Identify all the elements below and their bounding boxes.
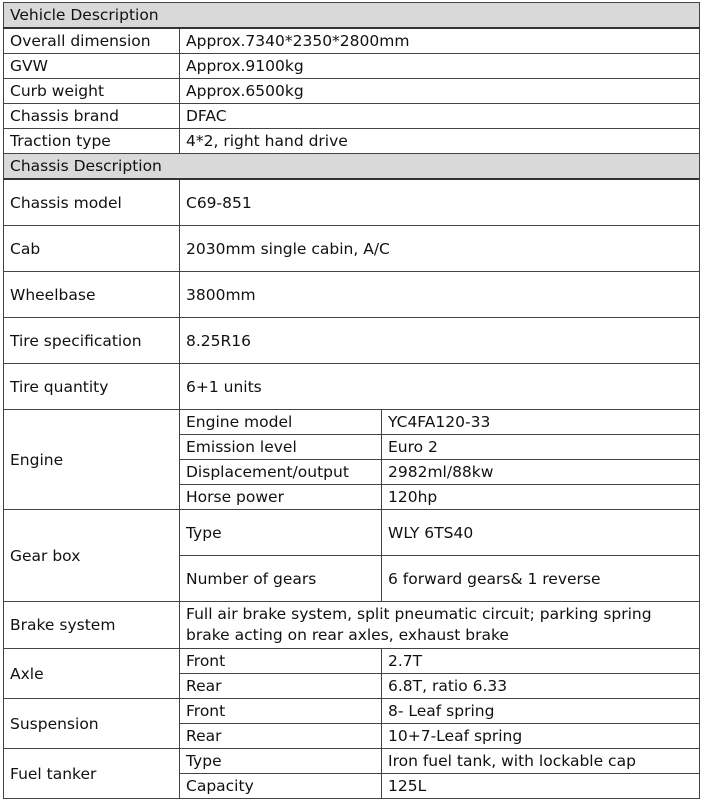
sub-value: Euro 2 (382, 435, 700, 460)
sub-label: Engine model (180, 410, 382, 435)
table-row (4, 699, 700, 724)
sub-value: YC4FA120-33 (382, 410, 700, 435)
sub-value: Iron fuel tank, with lockable cap (382, 749, 700, 774)
table-row (4, 54, 700, 79)
table-row (4, 602, 700, 649)
row-label: Tire quantity (4, 364, 180, 410)
row-label: Cab (4, 226, 180, 272)
row-value: Approx.7340*2350*2800mm (180, 28, 700, 54)
sub-value: 2982ml/88kw (382, 460, 700, 485)
section-title-vehicle: Vehicle Description (4, 3, 700, 29)
sub-value: WLY 6TS40 (382, 510, 700, 556)
group-label-fuel-tanker: Fuel tanker (4, 749, 180, 799)
row-label: Overall dimension (4, 28, 180, 54)
sub-value: 10+7-Leaf spring (382, 724, 700, 749)
sub-value: 6.8T, ratio 6.33 (382, 674, 700, 699)
table-row (4, 318, 700, 364)
sub-value: 8- Leaf spring (382, 699, 700, 724)
row-value: 8.25R16 (180, 318, 700, 364)
sub-label: Type (180, 749, 382, 774)
table-row (4, 272, 700, 318)
sub-label: Front (180, 699, 382, 724)
section-title-chassis: Chassis Description (4, 154, 700, 180)
table-row (4, 28, 700, 54)
sub-value: 6 forward gears& 1 reverse (382, 556, 700, 602)
sub-value: 120hp (382, 485, 700, 510)
sub-value: 2.7T (382, 649, 700, 674)
spec-table (3, 2, 700, 799)
table-row (4, 364, 700, 410)
row-value: Full air brake system, split pneumatic circuit; parking spring brake acting on rear axles, exhaust brake (180, 602, 700, 649)
row-value: C69-851 (180, 179, 700, 226)
sub-value: 125L (382, 774, 700, 799)
table-row (4, 104, 700, 129)
row-value: Approx.9100kg (180, 54, 700, 79)
table-row (4, 649, 700, 674)
row-label: GVW (4, 54, 180, 79)
row-label: Wheelbase (4, 272, 180, 318)
sub-label: Type (180, 510, 382, 556)
sub-label: Rear (180, 724, 382, 749)
table-row (4, 129, 700, 154)
table-row (4, 179, 700, 226)
group-label-axle: Axle (4, 649, 180, 699)
row-value: Approx.6500kg (180, 79, 700, 104)
table-row (4, 410, 700, 435)
table-row (4, 749, 700, 774)
sub-label: Emission level (180, 435, 382, 460)
sub-label: Rear (180, 674, 382, 699)
table-row (4, 79, 700, 104)
sub-label: Horse power (180, 485, 382, 510)
row-value: 2030mm single cabin, A/C (180, 226, 700, 272)
section-header-row (4, 3, 700, 29)
row-label: Curb weight (4, 79, 180, 104)
group-label-engine: Engine (4, 410, 180, 510)
sub-label: Number of gears (180, 556, 382, 602)
table-row (4, 510, 700, 556)
sub-label: Capacity (180, 774, 382, 799)
row-value: DFAC (180, 104, 700, 129)
row-label: Chassis brand (4, 104, 180, 129)
row-label: Brake system (4, 602, 180, 649)
group-label-gearbox: Gear box (4, 510, 180, 602)
row-label: Tire specification (4, 318, 180, 364)
table-row (4, 226, 700, 272)
row-value: 6+1 units (180, 364, 700, 410)
section-header-row (4, 154, 700, 180)
sub-label: Front (180, 649, 382, 674)
row-label: Traction type (4, 129, 180, 154)
row-label: Chassis model (4, 179, 180, 226)
row-value: 3800mm (180, 272, 700, 318)
row-value: 4*2, right hand drive (180, 129, 700, 154)
group-label-suspension: Suspension (4, 699, 180, 749)
sub-label: Displacement/output (180, 460, 382, 485)
